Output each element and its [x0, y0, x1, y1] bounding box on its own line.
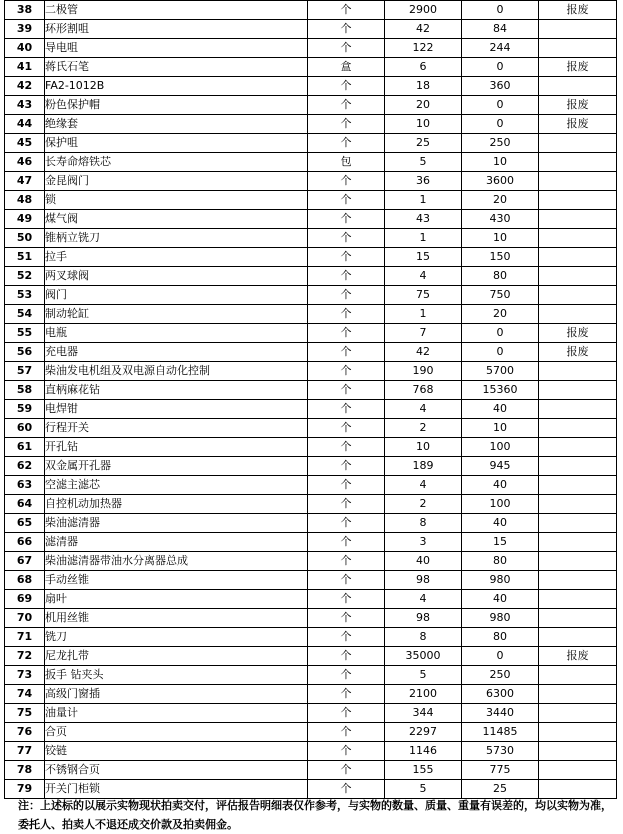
- item-note: [539, 590, 617, 609]
- item-name: 手动丝锥: [45, 571, 308, 590]
- item-unit: 个: [308, 324, 385, 343]
- item-value: 150: [462, 248, 539, 267]
- item-note: [539, 153, 617, 172]
- item-value: 3440: [462, 704, 539, 723]
- item-quantity: 42: [385, 20, 462, 39]
- row-number: 73: [5, 666, 45, 685]
- item-value: 10: [462, 153, 539, 172]
- row-number: 44: [5, 115, 45, 134]
- item-name: 直柄麻花钻: [45, 381, 308, 400]
- table-row: [5, 172, 617, 191]
- item-unit: 个: [308, 229, 385, 248]
- table-row: [5, 305, 617, 324]
- item-unit: 个: [308, 343, 385, 362]
- row-number: 65: [5, 514, 45, 533]
- item-quantity: 15: [385, 248, 462, 267]
- item-name: 柴油发电机组及双电源自动化控制: [45, 362, 308, 381]
- item-name: 金昆阀门: [45, 172, 308, 191]
- item-unit: 个: [308, 286, 385, 305]
- item-name: FA2-1012B: [45, 77, 308, 96]
- row-number: 52: [5, 267, 45, 286]
- item-note: [539, 514, 617, 533]
- item-value: 750: [462, 286, 539, 305]
- item-name: 机用丝锥: [45, 609, 308, 628]
- item-value: 0: [462, 96, 539, 115]
- item-name: 不锈钢合页: [45, 761, 308, 780]
- table-row: [5, 495, 617, 514]
- item-name: 尼龙扎带: [45, 647, 308, 666]
- item-quantity: 75: [385, 286, 462, 305]
- table-row: [5, 210, 617, 229]
- item-name: 行程开关: [45, 419, 308, 438]
- item-quantity: 189: [385, 457, 462, 476]
- item-unit: 个: [308, 609, 385, 628]
- item-note: 报废: [539, 115, 617, 134]
- item-quantity: 36: [385, 172, 462, 191]
- row-number: 71: [5, 628, 45, 647]
- item-quantity: 8: [385, 514, 462, 533]
- item-quantity: 98: [385, 609, 462, 628]
- item-note: [539, 191, 617, 210]
- item-name: 锁: [45, 191, 308, 210]
- item-quantity: 155: [385, 761, 462, 780]
- item-name: 开孔钻: [45, 438, 308, 457]
- row-number: 72: [5, 647, 45, 666]
- item-note: [539, 628, 617, 647]
- item-note: [539, 704, 617, 723]
- item-name: 铣刀: [45, 628, 308, 647]
- item-quantity: 4: [385, 400, 462, 419]
- item-unit: 包: [308, 153, 385, 172]
- row-number: 57: [5, 362, 45, 381]
- item-quantity: 3: [385, 533, 462, 552]
- item-value: 100: [462, 438, 539, 457]
- table-row: [5, 58, 617, 77]
- item-value: 980: [462, 609, 539, 628]
- item-name: 二极管: [45, 1, 308, 20]
- item-quantity: 1: [385, 191, 462, 210]
- item-quantity: 122: [385, 39, 462, 58]
- item-value: 5700: [462, 362, 539, 381]
- item-unit: 个: [308, 1, 385, 20]
- table-row: [5, 115, 617, 134]
- item-value: 40: [462, 514, 539, 533]
- row-number: 74: [5, 685, 45, 704]
- item-value: 10: [462, 229, 539, 248]
- item-unit: 个: [308, 780, 385, 799]
- item-value: 84: [462, 20, 539, 39]
- table-row: [5, 400, 617, 419]
- item-value: 775: [462, 761, 539, 780]
- row-number: 41: [5, 58, 45, 77]
- item-quantity: 18: [385, 77, 462, 96]
- row-number: 43: [5, 96, 45, 115]
- item-unit: 个: [308, 495, 385, 514]
- item-name: 电焊钳: [45, 400, 308, 419]
- table-row: [5, 742, 617, 761]
- item-value: 5730: [462, 742, 539, 761]
- item-value: 40: [462, 400, 539, 419]
- item-unit: 个: [308, 115, 385, 134]
- item-quantity: 2900: [385, 1, 462, 20]
- item-unit: 个: [308, 571, 385, 590]
- item-name: 制动轮缸: [45, 305, 308, 324]
- item-unit: 个: [308, 267, 385, 286]
- table-row: [5, 134, 617, 153]
- item-name: 滤清器: [45, 533, 308, 552]
- item-note: [539, 666, 617, 685]
- item-name: 柴油滤清器带油水分离器总成: [45, 552, 308, 571]
- item-note: [539, 229, 617, 248]
- item-note: [539, 305, 617, 324]
- item-name: 充电器: [45, 343, 308, 362]
- item-quantity: 4: [385, 590, 462, 609]
- item-value: 250: [462, 666, 539, 685]
- item-note: 报废: [539, 324, 617, 343]
- item-quantity: 8: [385, 628, 462, 647]
- item-quantity: 20: [385, 96, 462, 115]
- row-number: 63: [5, 476, 45, 495]
- item-name: 导电咀: [45, 39, 308, 58]
- row-number: 45: [5, 134, 45, 153]
- table-row: [5, 609, 617, 628]
- item-unit: 个: [308, 381, 385, 400]
- item-quantity: 10: [385, 115, 462, 134]
- item-quantity: 2: [385, 495, 462, 514]
- item-value: 250: [462, 134, 539, 153]
- item-note: [539, 723, 617, 742]
- item-name: 扳手 钻夹头: [45, 666, 308, 685]
- table-row: [5, 419, 617, 438]
- row-number: 42: [5, 77, 45, 96]
- row-number: 49: [5, 210, 45, 229]
- item-quantity: 1146: [385, 742, 462, 761]
- item-name: 保护咀: [45, 134, 308, 153]
- item-value: 244: [462, 39, 539, 58]
- item-unit: 个: [308, 685, 385, 704]
- item-value: 3600: [462, 172, 539, 191]
- table-row: [5, 77, 617, 96]
- inventory-table-body: [5, 1, 617, 799]
- item-note: [539, 248, 617, 267]
- item-value: 40: [462, 590, 539, 609]
- item-unit: 个: [308, 20, 385, 39]
- row-number: 56: [5, 343, 45, 362]
- item-note: [539, 400, 617, 419]
- row-number: 75: [5, 704, 45, 723]
- table-row: [5, 20, 617, 39]
- item-value: 20: [462, 305, 539, 324]
- table-row: [5, 96, 617, 115]
- table-row: [5, 153, 617, 172]
- table-row: [5, 191, 617, 210]
- item-name: 油量计: [45, 704, 308, 723]
- table-row: [5, 438, 617, 457]
- table-row: [5, 666, 617, 685]
- row-number: 50: [5, 229, 45, 248]
- item-note: [539, 172, 617, 191]
- item-note: [539, 77, 617, 96]
- item-quantity: 7: [385, 324, 462, 343]
- item-name: 环形割咀: [45, 20, 308, 39]
- item-value: 40: [462, 476, 539, 495]
- item-unit: 个: [308, 704, 385, 723]
- item-unit: 个: [308, 438, 385, 457]
- item-quantity: 40: [385, 552, 462, 571]
- item-name: 煤气阀: [45, 210, 308, 229]
- item-value: 0: [462, 58, 539, 77]
- item-value: 80: [462, 267, 539, 286]
- item-quantity: 344: [385, 704, 462, 723]
- row-number: 38: [5, 1, 45, 20]
- item-unit: 个: [308, 590, 385, 609]
- item-unit: 个: [308, 476, 385, 495]
- row-number: 69: [5, 590, 45, 609]
- item-name: 高级门窗插: [45, 685, 308, 704]
- table-row: [5, 628, 617, 647]
- table-row: [5, 381, 617, 400]
- table-row: [5, 362, 617, 381]
- row-number: 55: [5, 324, 45, 343]
- item-name: 空滤主滤芯: [45, 476, 308, 495]
- item-note: [539, 381, 617, 400]
- item-value: 980: [462, 571, 539, 590]
- row-number: 61: [5, 438, 45, 457]
- table-row: [5, 286, 617, 305]
- table-row: [5, 590, 617, 609]
- item-note: [539, 210, 617, 229]
- row-number: 66: [5, 533, 45, 552]
- footer-note: 注：上述标的以展示实物现状拍卖交付，评估报告明细表仅作参考，与实物的数量、质量、重量有误差的，均以实物为准，委托人、拍卖人不退还成交价款及拍卖佣金。: [18, 799, 612, 831]
- item-note: [539, 609, 617, 628]
- item-unit: 个: [308, 761, 385, 780]
- item-unit: 个: [308, 400, 385, 419]
- row-number: 70: [5, 609, 45, 628]
- row-number: 76: [5, 723, 45, 742]
- table-row: [5, 324, 617, 343]
- item-unit: 个: [308, 77, 385, 96]
- item-quantity: 5: [385, 666, 462, 685]
- item-quantity: 98: [385, 571, 462, 590]
- item-value: 80: [462, 628, 539, 647]
- row-number: 64: [5, 495, 45, 514]
- item-note: 报废: [539, 1, 617, 20]
- item-quantity: 10: [385, 438, 462, 457]
- item-value: 80: [462, 552, 539, 571]
- item-note: [539, 742, 617, 761]
- item-quantity: 4: [385, 476, 462, 495]
- item-unit: 个: [308, 742, 385, 761]
- table-row: [5, 514, 617, 533]
- item-value: 15360: [462, 381, 539, 400]
- item-note: [539, 571, 617, 590]
- item-name: 电瓶: [45, 324, 308, 343]
- item-value: 945: [462, 457, 539, 476]
- item-unit: 盒: [308, 58, 385, 77]
- item-quantity: 4: [385, 267, 462, 286]
- item-value: 11485: [462, 723, 539, 742]
- item-note: [539, 533, 617, 552]
- item-note: [539, 20, 617, 39]
- item-quantity: 5: [385, 153, 462, 172]
- item-note: [539, 761, 617, 780]
- row-number: 78: [5, 761, 45, 780]
- row-number: 77: [5, 742, 45, 761]
- item-name: 自控机动加热器: [45, 495, 308, 514]
- item-unit: 个: [308, 723, 385, 742]
- row-number: 67: [5, 552, 45, 571]
- item-unit: 个: [308, 134, 385, 153]
- item-quantity: 1: [385, 229, 462, 248]
- item-quantity: 1: [385, 305, 462, 324]
- item-name: 拉手: [45, 248, 308, 267]
- item-note: [539, 476, 617, 495]
- row-number: 48: [5, 191, 45, 210]
- item-unit: 个: [308, 647, 385, 666]
- item-name: 阀门: [45, 286, 308, 305]
- item-value: 10: [462, 419, 539, 438]
- table-row: [5, 685, 617, 704]
- item-note: 报废: [539, 96, 617, 115]
- item-name: 锥柄立铣刀: [45, 229, 308, 248]
- item-unit: 个: [308, 533, 385, 552]
- item-unit: 个: [308, 552, 385, 571]
- row-number: 39: [5, 20, 45, 39]
- item-value: 0: [462, 647, 539, 666]
- table-row: [5, 457, 617, 476]
- item-note: 报废: [539, 58, 617, 77]
- table-row: [5, 552, 617, 571]
- item-quantity: 5: [385, 780, 462, 799]
- item-unit: 个: [308, 305, 385, 324]
- row-number: 53: [5, 286, 45, 305]
- table-row: [5, 1, 617, 20]
- item-unit: 个: [308, 514, 385, 533]
- table-row: [5, 704, 617, 723]
- table-row: [5, 476, 617, 495]
- row-number: 59: [5, 400, 45, 419]
- item-quantity: 190: [385, 362, 462, 381]
- item-note: [539, 286, 617, 305]
- item-value: 430: [462, 210, 539, 229]
- item-quantity: 768: [385, 381, 462, 400]
- item-value: 360: [462, 77, 539, 96]
- table-row: [5, 533, 617, 552]
- item-note: [539, 134, 617, 153]
- item-unit: 个: [308, 248, 385, 267]
- item-note: 报废: [539, 647, 617, 666]
- row-number: 60: [5, 419, 45, 438]
- row-number: 54: [5, 305, 45, 324]
- item-note: [539, 552, 617, 571]
- item-unit: 个: [308, 210, 385, 229]
- item-unit: 个: [308, 96, 385, 115]
- item-unit: 个: [308, 172, 385, 191]
- item-quantity: 2297: [385, 723, 462, 742]
- item-quantity: 2100: [385, 685, 462, 704]
- item-value: 20: [462, 191, 539, 210]
- table-row: [5, 229, 617, 248]
- item-value: 0: [462, 1, 539, 20]
- item-note: 报废: [539, 343, 617, 362]
- row-number: 40: [5, 39, 45, 58]
- item-name: 绝缘套: [45, 115, 308, 134]
- inventory-table: [4, 0, 617, 799]
- row-number: 79: [5, 780, 45, 799]
- item-note: [539, 438, 617, 457]
- item-unit: 个: [308, 628, 385, 647]
- item-note: [539, 39, 617, 58]
- row-number: 51: [5, 248, 45, 267]
- item-quantity: 42: [385, 343, 462, 362]
- item-value: 15: [462, 533, 539, 552]
- item-note: [539, 457, 617, 476]
- row-number: 47: [5, 172, 45, 191]
- row-number: 62: [5, 457, 45, 476]
- item-note: [539, 685, 617, 704]
- item-unit: 个: [308, 457, 385, 476]
- item-unit: 个: [308, 191, 385, 210]
- item-quantity: 35000: [385, 647, 462, 666]
- item-unit: 个: [308, 666, 385, 685]
- item-name: 开关门柜锁: [45, 780, 308, 799]
- item-quantity: 43: [385, 210, 462, 229]
- table-row: [5, 571, 617, 590]
- item-name: 合页: [45, 723, 308, 742]
- item-name: 长寿命熔铁芯: [45, 153, 308, 172]
- item-note: [539, 419, 617, 438]
- table-row: [5, 39, 617, 58]
- item-value: 0: [462, 324, 539, 343]
- item-value: 25: [462, 780, 539, 799]
- item-unit: 个: [308, 419, 385, 438]
- item-name: 粉色保护帽: [45, 96, 308, 115]
- item-note: [539, 267, 617, 286]
- item-name: 双金属开孔器: [45, 457, 308, 476]
- item-value: 0: [462, 115, 539, 134]
- item-note: [539, 495, 617, 514]
- item-name: 蒋氏石笔: [45, 58, 308, 77]
- table-row: [5, 343, 617, 362]
- item-name: 扇叶: [45, 590, 308, 609]
- item-name: 铰链: [45, 742, 308, 761]
- table-row: [5, 248, 617, 267]
- item-quantity: 2: [385, 419, 462, 438]
- item-unit: 个: [308, 39, 385, 58]
- item-name: 柴油滤清器: [45, 514, 308, 533]
- item-quantity: 6: [385, 58, 462, 77]
- item-unit: 个: [308, 362, 385, 381]
- row-number: 58: [5, 381, 45, 400]
- item-value: 100: [462, 495, 539, 514]
- item-name: 两叉球阀: [45, 267, 308, 286]
- row-number: 46: [5, 153, 45, 172]
- table-row: [5, 761, 617, 780]
- item-quantity: 25: [385, 134, 462, 153]
- table-row: [5, 647, 617, 666]
- item-value: 6300: [462, 685, 539, 704]
- table-row: [5, 723, 617, 742]
- table-row: [5, 267, 617, 286]
- item-note: [539, 362, 617, 381]
- row-number: 68: [5, 571, 45, 590]
- item-value: 0: [462, 343, 539, 362]
